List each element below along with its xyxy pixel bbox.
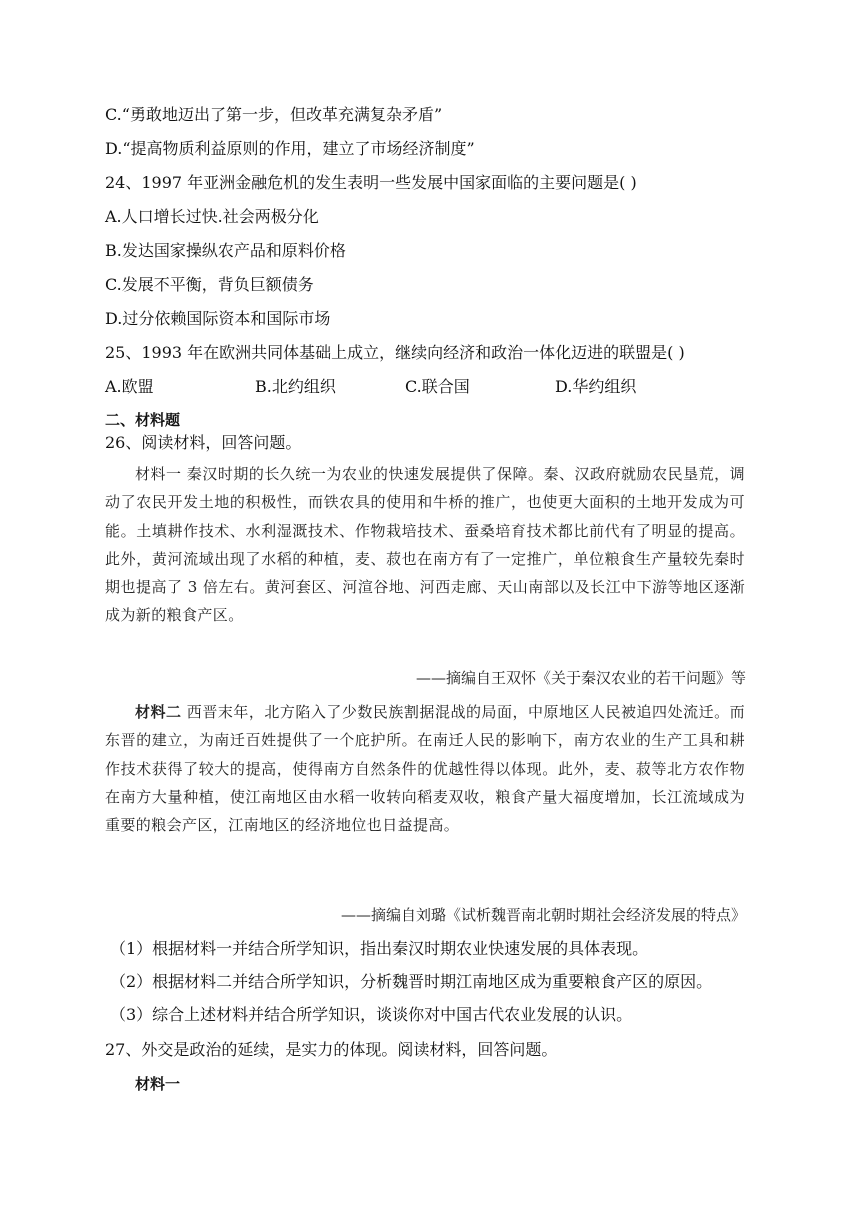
q24-stem: 24、1997 年亚洲金融危机的发生表明一些发展中国家面临的主要问题是( ) — [105, 173, 637, 192]
q25-stem: 25、1993 年在欧洲共同体基础上成立，继续向经济和政治一体化迈进的联盟是( ) — [105, 343, 685, 362]
material-1-source: ——摘编自王双怀《关于秦汉农业的若干问题》等 — [415, 669, 746, 687]
q25-option-b: B.北约组织 — [255, 377, 336, 396]
q24-option-a: A.人口增长过快.社会两极分化 — [105, 207, 319, 226]
q24-option-c: C.发展不平衡，背负巨额债务 — [105, 275, 314, 294]
q26-stem: 26、阅读材料，回答问题。 — [105, 433, 302, 452]
q24-option-b: B.发达国家操纵农产品和原料价格 — [105, 241, 346, 260]
material-1-label: 材料一 — [135, 465, 182, 483]
q26-sub-1: （1）根据材料一并结合所学知识，指出秦汉时期农业快速发展的具体表现。 — [110, 939, 649, 958]
material-2-label: 材料二 — [135, 703, 182, 721]
q26-material-1 — [105, 460, 745, 630]
section-title: 二、材料题 — [105, 411, 181, 429]
q27-material-1-label: 材料一 — [135, 1075, 181, 1093]
q26-material-2 — [105, 698, 745, 839]
q25-option-c: C.联合国 — [405, 377, 470, 396]
q26-sub-2: （2）根据材料二并结合所学知识，分析魏晋时期江南地区成为重要粮食产区的原因。 — [110, 972, 713, 991]
material-2-text: 西晋末年，北方陷入了少数民族割据混战的局面，中原地区人民被追四处流迁。而东晋的建立，为南迁百姓提供了一个庇护所。在南迁人民的影响下，南方农业的生产工具和耕作技术获得了较大的提高，使得南方自然条件的优越性得以体现。此外，麦、菽等北方农作物在南方大量种植，使江南地区由水稻一收转向稻麦双收，粮食产量大福度增加，长江流域成为重要的粮会产区，江南地区的经济地位也日益提高。 — [105, 703, 745, 835]
material-1-text: 秦汉时期的长久统一为农业的快速发展提供了保障。秦、汉政府就励农民垦荒，调动了农民开发土地的积极性，而铁农具的使用和牛桥的推广，也使更大面积的土地开发成为可能。土填耕作技术、水利湿溉技术、作物栽培技术、蚕桑培育技术都比前代有了明显的提高。此外，黄河流域出现了水稻的种植，麦、菽也在南方有了一定推广，单位粮食生产量较先秦时期也提高了 3 倍左右。黄河套区、河渲谷地、河西走廊、天山南部以及长江中下游等地区逐渐成为新的粮食产区。 — [105, 465, 745, 625]
material-2-source: ——摘编自刘璐《试析魏晋南北朝时期社会经济发展的特点》 — [340, 906, 746, 924]
q23-option-d: D.“提高物质利益原则的作用，建立了市场经济制度” — [105, 139, 475, 158]
q25-option-a: A.欧盟 — [105, 377, 154, 396]
q24-option-d: D.过分依赖国际资本和国际市场 — [105, 309, 331, 328]
q27-stem: 27、外交是政治的延续，是实力的体现。阅读材料，回答问题。 — [105, 1040, 558, 1059]
q25-option-d: D.华约组织 — [555, 377, 637, 396]
q26-sub-3: （3）综合上述材料并结合所学知识，谈谈你对中国古代农业发展的认识。 — [110, 1005, 633, 1024]
q23-option-c: C.“勇敢地迈出了第一步，但改革充满复杂矛盾” — [105, 105, 443, 124]
q25-options — [105, 376, 745, 398]
